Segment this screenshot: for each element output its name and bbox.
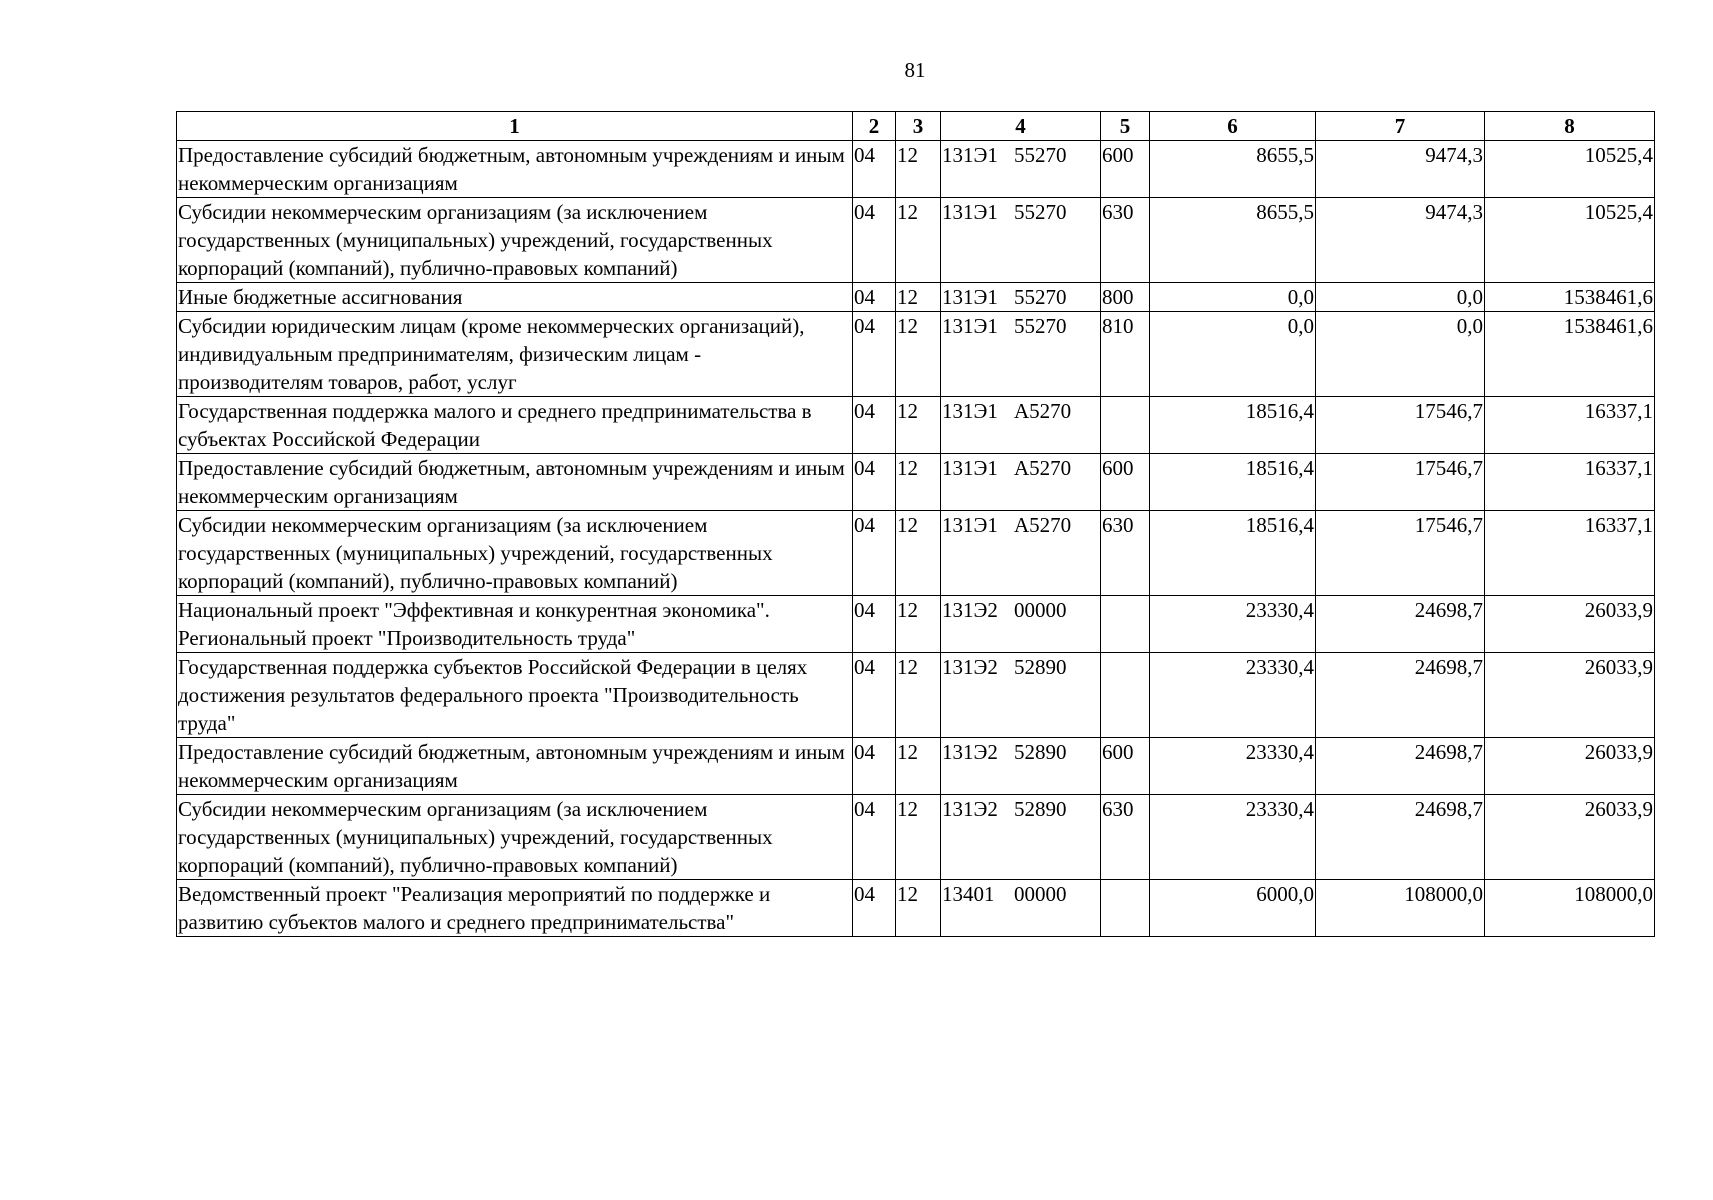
amount-col-6: 23330,4 [1150,738,1316,795]
amount-col-7: 0,0 [1316,283,1485,312]
program-code: 131Э1 [942,143,998,167]
table-row [177,397,1655,454]
expense-type-code: 800 [1101,283,1150,312]
expense-type-code: 630 [1101,511,1150,596]
expense-type-code: 600 [1101,141,1150,198]
col-header-5: 5 [1101,112,1150,141]
amount-col-8: 10525,4 [1485,198,1655,283]
amount-col-8: 10525,4 [1485,141,1655,198]
amount-col-7: 0,0 [1316,312,1485,397]
target-article-code [941,283,1101,312]
subsection-code: 12 [896,653,941,738]
target-article-code [941,653,1101,738]
table-row [177,653,1655,738]
direction-code: А5270 [1014,456,1072,480]
amount-col-7: 108000,0 [1316,880,1485,937]
direction-code: 52890 [1014,740,1067,764]
amount-col-7: 24698,7 [1316,738,1485,795]
target-article-code [941,141,1101,198]
amount-col-7: 9474,3 [1316,141,1485,198]
table-row [177,738,1655,795]
row-name: Предоставление субсидий бюджетным, автономным учреждениям и иным некоммерческим организациям [177,141,853,198]
subsection-code: 12 [896,454,941,511]
expense-type-code [1101,397,1150,454]
col-header-3: 3 [896,112,941,141]
expense-type-code: 600 [1101,454,1150,511]
target-article-code [941,454,1101,511]
section-code: 04 [853,198,896,283]
target-article-code [941,795,1101,880]
amount-col-6: 18516,4 [1150,397,1316,454]
section-code: 04 [853,653,896,738]
direction-code: 55270 [1014,314,1067,338]
target-article-code [941,198,1101,283]
col-header-7: 7 [1316,112,1485,141]
subsection-code: 12 [896,141,941,198]
col-header-2: 2 [853,112,896,141]
section-code: 04 [853,283,896,312]
section-code: 04 [853,141,896,198]
amount-col-7: 24698,7 [1316,596,1485,653]
page-number: 81 [904,58,926,82]
subsection-code: 12 [896,198,941,283]
program-code: 131Э2 [942,655,998,679]
direction-code: 55270 [1014,200,1067,224]
program-code: 13401 [942,882,995,906]
row-name: Государственная поддержка субъектов Российской Федерации в целях достижения результатов федерального проекта "Производительность труда" [177,653,853,738]
target-article-code [941,397,1101,454]
table-row [177,454,1655,511]
amount-col-7: 17546,7 [1316,397,1485,454]
subsection-code: 12 [896,511,941,596]
section-code: 04 [853,596,896,653]
direction-code: 55270 [1014,143,1067,167]
section-code: 04 [853,397,896,454]
subsection-code: 12 [896,283,941,312]
amount-col-7: 17546,7 [1316,511,1485,596]
expense-type-code: 810 [1101,312,1150,397]
table-row [177,795,1655,880]
row-name: Субсидии юридическим лицам (кроме некоммерческих организаций), индивидуальным предпринимателям, физическим лицам - производителям товаров, работ, услуг [177,312,853,397]
expense-type-code: 630 [1101,198,1150,283]
section-code: 04 [853,511,896,596]
program-code: 131Э1 [942,314,998,338]
amount-col-7: 17546,7 [1316,454,1485,511]
program-code: 131Э1 [942,399,998,423]
row-name: Ведомственный проект "Реализация мероприятий по поддержке и развитию субъектов малого и среднего предпринимательства" [177,880,853,937]
program-code: 131Э1 [942,200,998,224]
subsection-code: 12 [896,312,941,397]
amount-col-8: 16337,1 [1485,397,1655,454]
table-row [177,198,1655,283]
direction-code: 52890 [1014,655,1067,679]
amount-col-6: 23330,4 [1150,795,1316,880]
amount-col-6: 8655,5 [1150,141,1316,198]
row-name: Национальный проект "Эффективная и конкурентная экономика". Региональный проект "Производительность труда" [177,596,853,653]
expense-type-code: 600 [1101,738,1150,795]
target-article-code [941,880,1101,937]
table-row [177,312,1655,397]
target-article-code [941,596,1101,653]
col-header-6: 6 [1150,112,1316,141]
amount-col-6: 18516,4 [1150,454,1316,511]
section-code: 04 [853,454,896,511]
amount-col-6: 23330,4 [1150,596,1316,653]
table-row [177,283,1655,312]
direction-code: А5270 [1014,399,1072,423]
col-header-4: 4 [941,112,1101,141]
amount-col-8: 26033,9 [1485,596,1655,653]
section-code: 04 [853,738,896,795]
target-article-code [941,511,1101,596]
header-row [177,112,1655,141]
row-name: Государственная поддержка малого и среднего предпринимательства в субъектах Российской Федерации [177,397,853,454]
table-row [177,596,1655,653]
col-header-1: 1 [177,112,853,141]
table-row [177,880,1655,937]
amount-col-8: 108000,0 [1485,880,1655,937]
section-code: 04 [853,312,896,397]
program-code: 131Э1 [942,456,998,480]
subsection-code: 12 [896,397,941,454]
subsection-code: 12 [896,795,941,880]
row-name: Предоставление субсидий бюджетным, автономным учреждениям и иным некоммерческим организациям [177,454,853,511]
direction-code: 00000 [1014,598,1067,622]
expense-type-code [1101,653,1150,738]
col-header-8: 8 [1485,112,1655,141]
subsection-code: 12 [896,738,941,795]
amount-col-6: 23330,4 [1150,653,1316,738]
expense-type-code: 630 [1101,795,1150,880]
row-name: Субсидии некоммерческим организациям (за исключением государственных (муниципальных) учреждений, государственных корпораций (компаний), публично-правовых компаний) [177,198,853,283]
amount-col-8: 26033,9 [1485,795,1655,880]
amount-col-8: 16337,1 [1485,511,1655,596]
amount-col-6: 18516,4 [1150,511,1316,596]
direction-code: 55270 [1014,285,1067,309]
amount-col-7: 24698,7 [1316,653,1485,738]
program-code: 131Э2 [942,797,998,821]
budget-table [176,111,1655,937]
direction-code: А5270 [1014,513,1072,537]
section-code: 04 [853,880,896,937]
amount-col-7: 24698,7 [1316,795,1485,880]
direction-code: 00000 [1014,882,1067,906]
direction-code: 52890 [1014,797,1067,821]
row-name: Субсидии некоммерческим организациям (за исключением государственных (муниципальных) учреждений, государственных корпораций (компаний), публично-правовых компаний) [177,511,853,596]
subsection-code: 12 [896,880,941,937]
amount-col-8: 26033,9 [1485,738,1655,795]
amount-col-7: 9474,3 [1316,198,1485,283]
row-name: Предоставление субсидий бюджетным, автономным учреждениям и иным некоммерческим организациям [177,738,853,795]
section-code: 04 [853,795,896,880]
program-code: 131Э2 [942,740,998,764]
amount-col-8: 16337,1 [1485,454,1655,511]
target-article-code [941,738,1101,795]
target-article-code [941,312,1101,397]
amount-col-8: 26033,9 [1485,653,1655,738]
amount-col-6: 6000,0 [1150,880,1316,937]
expense-type-code [1101,880,1150,937]
table-row [177,511,1655,596]
amount-col-8: 1538461,6 [1485,283,1655,312]
program-code: 131Э1 [942,513,998,537]
amount-col-6: 0,0 [1150,312,1316,397]
amount-col-6: 0,0 [1150,283,1316,312]
expense-type-code [1101,596,1150,653]
amount-col-8: 1538461,6 [1485,312,1655,397]
table-row [177,141,1655,198]
subsection-code: 12 [896,596,941,653]
program-code: 131Э2 [942,598,998,622]
row-name: Субсидии некоммерческим организациям (за исключением государственных (муниципальных) учреждений, государственных корпораций (компаний), публично-правовых компаний) [177,795,853,880]
amount-col-6: 8655,5 [1150,198,1316,283]
program-code: 131Э1 [942,285,998,309]
row-name: Иные бюджетные ассигнования [177,283,853,312]
